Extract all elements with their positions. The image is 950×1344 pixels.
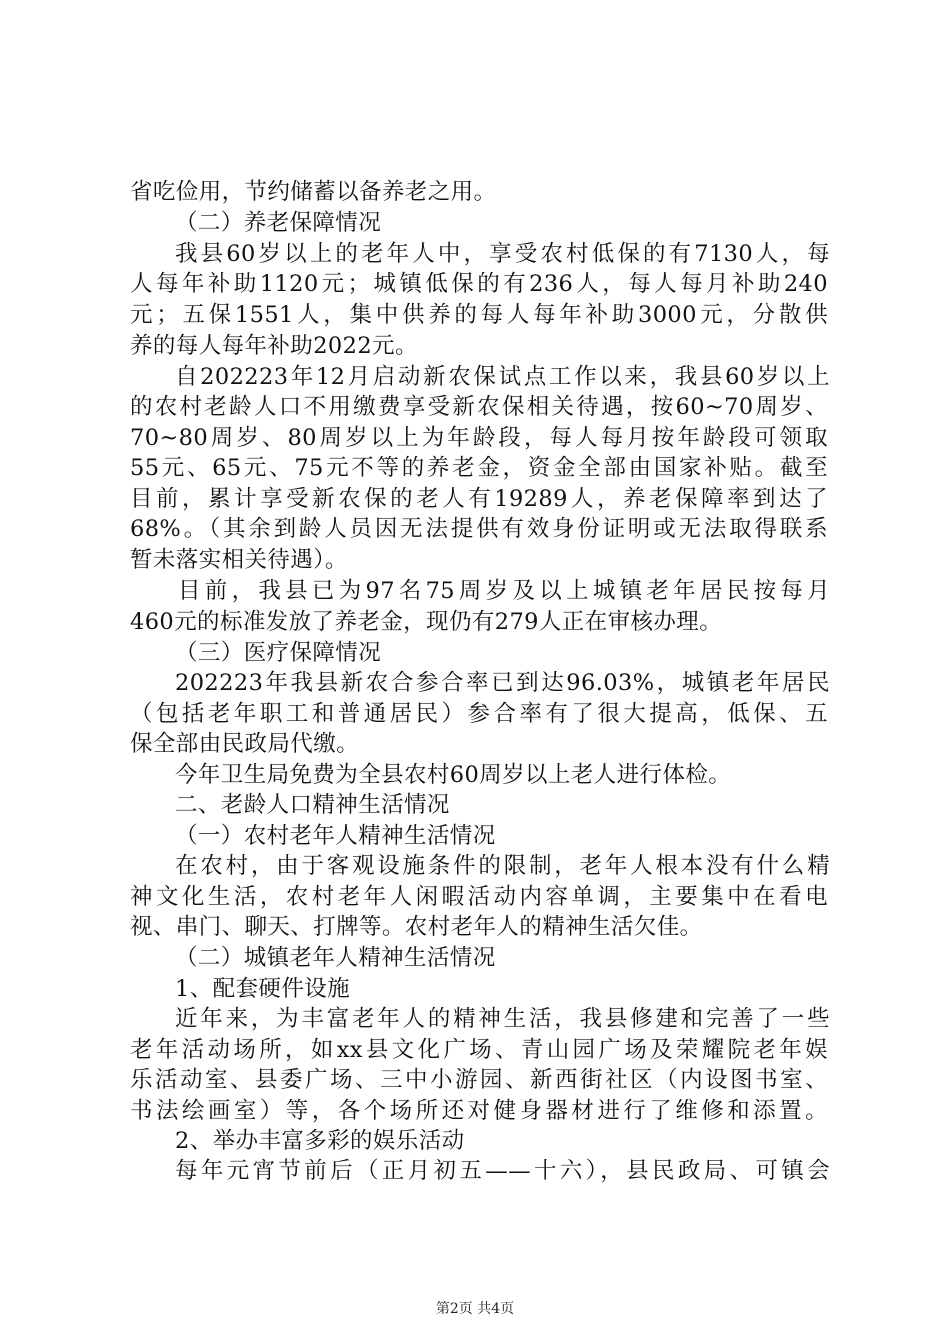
text-line-33: 每年元宵节前后（正月初五——十六），县民政局、可镇会 (175, 1158, 830, 1184)
text-line-11: 目前，累计享受新农保的老人有19289人，养老保障率到达了 (130, 486, 828, 512)
text-line-7: 自202223年12月启动新农保试点工作以来，我县60岁以上 (175, 364, 830, 390)
section-heading-spiritual: 二、老龄人口精神生活情况 (175, 792, 450, 818)
page-number-footer: 第2页 共4页 (435, 1301, 515, 1317)
text-line-10: 55元、65元、75元不等的养老金，资金全部由国家补贴。截至 (130, 455, 828, 481)
text-line-3: 我县60岁以上的老年人中，享受农村低保的有7130人，每 (175, 241, 830, 267)
text-line-5: 元；五保1551人，集中供养的每人每年补助3000元，分散供 (130, 302, 828, 328)
subheading-facilities: 1、配套硬件设施 (175, 976, 351, 1002)
section-heading-medical: （三）医疗保障情况 (175, 640, 382, 666)
text-line-17: 202223年我县新农合参合率已到达96.03%，城镇老年居民 (175, 670, 830, 696)
text-line-31: 书法绘画室）等，各个场所还对健身器材进行了维修和添置。 (130, 1098, 828, 1124)
section-heading-rural: （一）农村老年人精神生活情况 (175, 823, 496, 849)
text-line-15: 460元的标准发放了养老金，现仍有279人正在审核办理。 (130, 609, 723, 635)
text-line-28: 近年来，为丰富老年人的精神生活，我县修建和完善了一些 (175, 1006, 830, 1032)
text-line-20: 今年卫生局免费为全县农村60周岁以上老人进行体检。 (175, 762, 732, 788)
text-line-12: 68%。（其余到龄人员因无法提供有效身份证明或无法取得联系 (130, 516, 828, 542)
text-line-6: 养的每人每年补助2022元。 (130, 333, 418, 359)
section-heading-urban: （二）城镇老年人精神生活情况 (175, 945, 496, 971)
text-line-1: 省吃俭用，节约储蓄以备养老之用。 (130, 179, 497, 205)
text-line-13: 暂未落实相关待遇）。 (130, 547, 348, 573)
text-line-9: 70~80周岁、80周岁以上为年龄段，每人每月按年龄段可领取 (130, 425, 828, 451)
text-line-4: 人每年补助1120元；城镇低保的有236人，每人每月补助240 (130, 271, 828, 297)
text-line-24: 神文化生活，农村老年人闲暇活动内容单调，主要集中在看电 (130, 884, 828, 910)
text-line-18: （包括老年职工和普通居民）参合率有了很大提高，低保、五 (130, 701, 828, 727)
text-line-30: 乐活动室、县委广场、三中小游园、新西街社区（内设图书室、 (130, 1067, 828, 1093)
subheading-activities: 2、举办丰富多彩的娱乐活动 (175, 1128, 465, 1154)
text-line-8: 的农村老龄人口不用缴费享受新农保相关待遇，按60~70周岁、 (130, 394, 828, 420)
text-line-19: 保全部由民政局代缴。 (130, 731, 360, 757)
text-line-25: 视、串门、聊天、打牌等。农村老年人的精神生活欠佳。 (130, 914, 703, 940)
text-line-14: 目前，我县已为97名75周岁及以上城镇老年居民按每月 (178, 578, 830, 604)
text-line-29: 老年活动场所，如xx县文化广场、青山园广场及荣耀院老年娱 (130, 1037, 828, 1063)
text-line-23: 在农村，由于客观设施条件的限制，老年人根本没有什么精 (175, 853, 830, 879)
section-heading-pension: （二）养老保障情况 (175, 210, 382, 236)
